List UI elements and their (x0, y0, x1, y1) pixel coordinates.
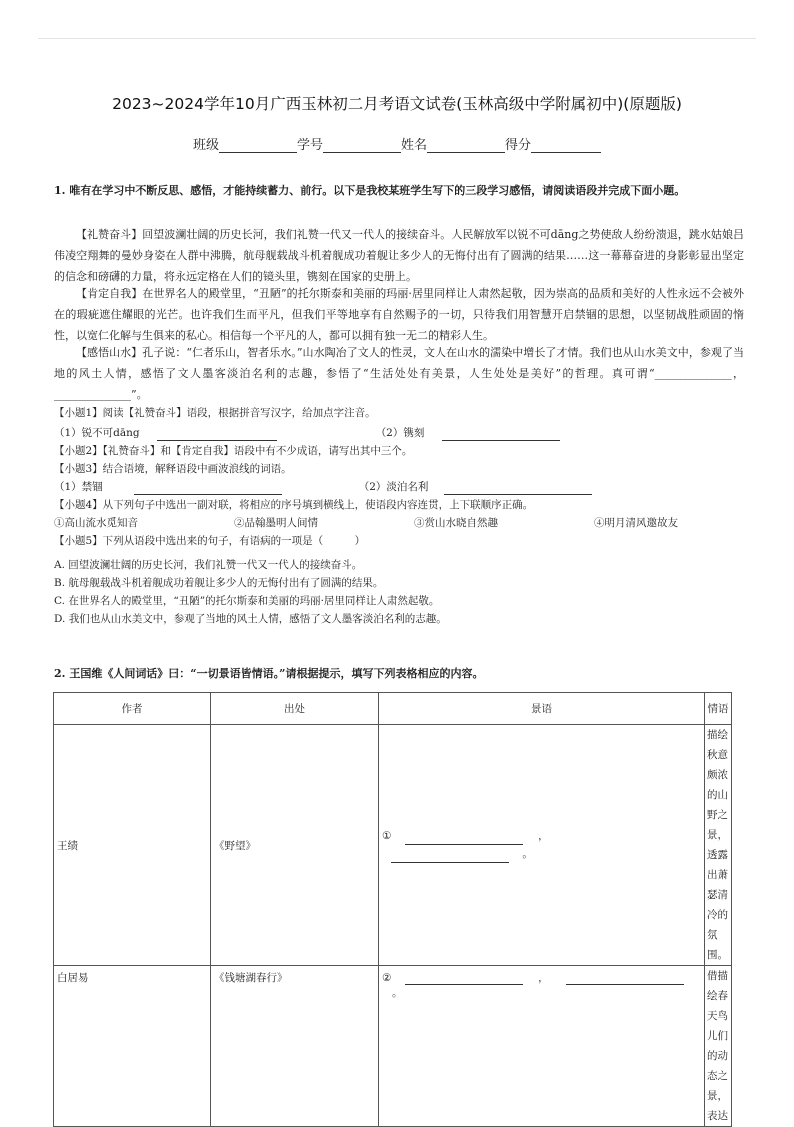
q1-sub1: 【小题1】阅读【礼赞奋斗】语段，根据拼音写汉字，给加点字注音。 (54, 407, 376, 419)
header-emotion: 情语 (705, 693, 732, 725)
q1-choice-a: A. 回望波澜壮阔的历史长河，我们礼赞一代又一代人的接续奋斗。 (54, 559, 363, 571)
row1-author: 王绩 (54, 725, 211, 966)
id-blank[interactable] (323, 137, 401, 153)
q1-heading: 1. 唯有在学习中不断反思、感悟，才能持续蓄力、前行。以下是我校某班学生写下的三段学习感悟，请阅读语段并完成下面小题。 (54, 184, 686, 197)
row1-emotion: 描绘秋意颇浓的山野之景，透露出萧瑟清冷的氛围。 (705, 725, 732, 966)
row2-num: ② (382, 972, 392, 984)
q1-paragraph-landscape: 【感悟山水】孔子说：“仁者乐山，智者乐水。”山水陶冶了文人的性灵，文人在山水的濡染中增长了才情。我们也从山水美文中，参观了当地的风土人情，感悟了文人墨客淡泊名利的志趣，参悟了“生活处处有美景，人生处处是美好”的哲理。真可谓“______________，______________”。 (54, 346, 744, 401)
header-source: 出处 (211, 693, 379, 725)
page-title: 2023~2024学年10月广西玉林初二月考语文试卷(玉林高级中学附属初中)(原题版) (112, 95, 682, 113)
row2-source: 《钱塘湖春行》 (211, 966, 379, 1127)
table-row (54, 966, 732, 1127)
q1-option-4: ④明月清风邀故友 (594, 517, 678, 529)
header-author: 作者 (54, 693, 211, 725)
page-top-rule (38, 38, 756, 39)
q1-sub3-items (54, 479, 592, 495)
q1-sub3: 【小题3】结合语境，解释语段中画波浪线的词语。 (54, 463, 292, 475)
sub1a-blank[interactable] (157, 428, 277, 441)
sub3b-blank[interactable] (444, 482, 592, 495)
q1-option-3: ③赏山水晓自然趣 (414, 517, 498, 529)
row2-end: 。 (392, 987, 403, 999)
q1-sub1-items (54, 425, 560, 441)
sub1b-blank[interactable] (442, 428, 560, 441)
q2-heading: 2. 王国维《人间词话》曰：“一切景语皆情语。”请根据提示，填写下列表格相应的内容。 (54, 667, 484, 680)
row2-author: 白居易 (54, 966, 211, 1127)
class-blank[interactable] (219, 137, 297, 153)
row2-blank-2[interactable] (566, 973, 684, 985)
q1-sub2: 【小题2】【礼赞奋斗】和【肯定自我】语段中有不少成语，请写出其中三个。 (54, 445, 413, 457)
name-blank[interactable] (427, 137, 505, 153)
row1-blank-1[interactable] (405, 833, 523, 845)
score-blank[interactable] (531, 137, 601, 153)
row1-scene (379, 725, 705, 966)
q1-option-2: ②品翰墨明人间情 (234, 517, 318, 529)
student-info-row (0, 134, 794, 153)
sub3b-label: （2）淡泊名利 (358, 481, 429, 493)
sub3a-blank[interactable] (134, 482, 282, 495)
row1-source: 《野望》 (211, 725, 379, 966)
row2-sep: ， (538, 972, 549, 984)
row1-sep: ， (538, 830, 549, 842)
q1-choice-c: C. 在世界名人的殿堂里，“丑陋”的托尔斯泰和美丽的玛丽·居里同样让人肃然起敬。 (54, 595, 440, 607)
header-scene: 景语 (379, 693, 705, 725)
row2-emotion: 借描绘春天鸟儿们的动态之景，表达 (705, 966, 732, 1127)
row1-blank-2[interactable] (391, 851, 509, 863)
row1-num: ① (382, 830, 392, 842)
q1-option-1: ①高山流水觅知音 (54, 517, 138, 529)
q1-sub4: 【小题4】从下列句子中选出一副对联，将相应的序号填到横线上，使语段内容连贯，上下联顺序正确。 (54, 499, 534, 511)
class-label: 班级 (192, 138, 219, 153)
row1-end: 。 (522, 848, 533, 860)
q1-choice-b: B. 航母舰载战斗机着舰成功着舰让多少人的无悔付出有了圆满的结果。 (54, 577, 384, 589)
name-label: 姓名 (401, 138, 428, 153)
q1-sub5: 【小题5】下列从语段中选出来的句子，有语病的一项是（ ） (54, 535, 366, 547)
row2-scene (379, 966, 705, 1127)
table-row (54, 725, 732, 966)
id-label: 学号 (296, 138, 323, 153)
q1-paragraph-praise: 【礼赞奋斗】回望波澜壮阔的历史长河，我们礼赞一代又一代人的接续奋斗。人民解放军以锐不可dāng之势使敌人纷纷溃退，跳水姑娘吕伟凌空翔舞的曼妙身姿在人群中沸腾，航母舰载战斗机着舰成功着舰让多少人的无悔付出有了圆满的结果……这一幕幕奋进的身影彰显出坚定的信念和磅礴的力量，将永远定格在人们的镜头里，镌刻在国家的史册上。 (54, 228, 744, 283)
q2-table (53, 692, 732, 1127)
sub1b-label: （2）镌刻 (375, 427, 425, 439)
row2-blank-1[interactable] (405, 973, 523, 985)
q1-paragraph-self: 【肯定自我】在世界名人的殿堂里，“丑陋”的托尔斯泰和美丽的玛丽·居里同样让人肃然起敬，因为崇高的品质和美好的人性永远不会被外在的瑕疵遮住耀眼的光芒。也许我们生而平凡，但我们平等地享有自然赐予的一切，只待我们用智慧开启禁锢的思想，以坚韧战胜顽固的惰性，以宽仁化解与生俱来的私心。相信每一个平凡的人，都可以拥有独一无二的精彩人生。 (54, 287, 744, 342)
q1-choice-d: D. 我们也从山水美文中，参观了当地的风土人情，感悟了文人墨客淡泊名利的志趣。 (54, 613, 447, 625)
sub1a-label: （1）锐不可dāng (54, 427, 140, 439)
score-label: 得分 (505, 138, 532, 153)
sub3a-label: （1）禁锢 (54, 481, 103, 493)
table-header-row (54, 693, 732, 725)
